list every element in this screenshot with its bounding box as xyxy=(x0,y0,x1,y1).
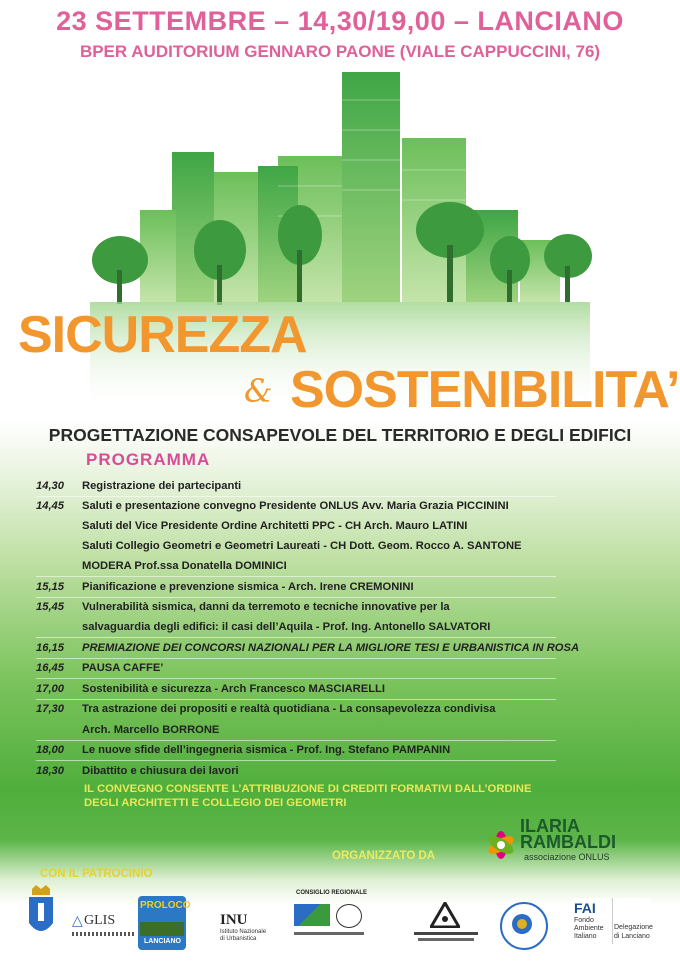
ordine-architetti-logo xyxy=(414,902,478,950)
glis-logo: △ GLIS xyxy=(72,912,134,942)
organizer-label: ORGANIZZATO DA xyxy=(332,850,436,862)
proloco-logo: PROLOCO LANCIANO xyxy=(138,896,186,950)
lanciano-coat-of-arms xyxy=(26,885,56,943)
inu-logo: INU Istituto Nazionale di Urbanistica xyxy=(220,912,267,942)
credits-line-1: IL CONVEGNO CONSENTE L’ATTRIBUZIONE DI CREDITI FORMATIVI DALL’ORDINE xyxy=(84,783,532,795)
patronage-label: CON IL PATROCINIO xyxy=(40,868,153,880)
program-heading: PROGRAMMA xyxy=(86,450,211,469)
event-venue-line: BPER AUDITORIUM GENNARO PAONE (VIALE CAPPUCCINI, 76) xyxy=(79,42,601,61)
credits-line-2: DEGLI ARCHITETTI E COLLEGIO DEI GEOMETRI xyxy=(84,797,347,809)
event-subtitle: PROGETTAZIONE CONSAPEVOLE DEL TERRITORIO E DEGLI EDIFICI xyxy=(48,425,632,445)
title-ampersand: & xyxy=(244,372,273,410)
consiglio-regionale-logo: CONSIGLIO REGIONALE xyxy=(294,890,368,944)
event-date-line: 23 SETTEMBRE – 14,30/19,00 – LANCIANO xyxy=(56,6,624,36)
fai-logo: FAI Fondo Ambiente Italiano Delegazione di Lanciano xyxy=(572,898,652,946)
organizer-logo: ILARIA RAMBALDI associazione ONLUS xyxy=(484,818,644,868)
title-word-sicurezza: SICUREZZA xyxy=(18,306,307,364)
flower-icon xyxy=(484,828,518,862)
title-word-sostenibilita: SOSTENIBILITA’ xyxy=(290,361,680,419)
collegio-geometri-logo xyxy=(500,902,548,948)
